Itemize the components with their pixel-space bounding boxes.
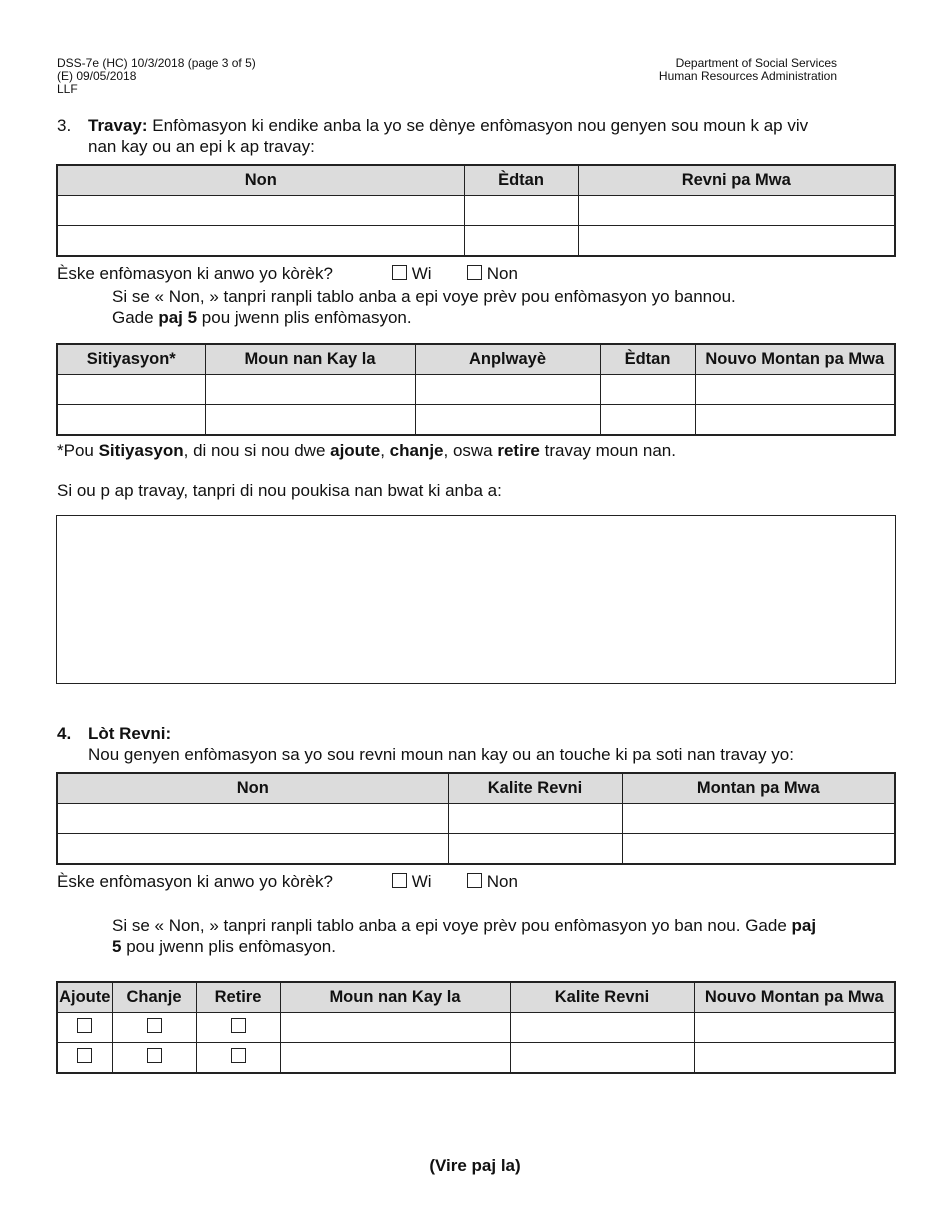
form-header-right (659, 57, 837, 83)
table-cell[interactable] (57, 804, 448, 834)
no-label: Non (486, 264, 518, 283)
note-text: Si se « Non, » tanpri ranpli tablo anba a epi voye prèv pou enfòmasyon yo ban nou. Gade (112, 916, 792, 935)
language-code: LLF (57, 82, 78, 96)
col-header: Montan pa Mwa (622, 773, 895, 804)
turn-page-text: (Vire paj la) (429, 1156, 521, 1175)
change-checkbox[interactable] (147, 1048, 162, 1063)
table-cell[interactable] (448, 834, 622, 865)
table-cell[interactable] (415, 375, 600, 405)
no-checkbox[interactable] (467, 873, 482, 888)
footnote-text: , (380, 441, 390, 460)
section4-yes-option[interactable] (392, 871, 432, 892)
form-header-left (57, 57, 256, 96)
table-cell[interactable] (694, 1013, 895, 1043)
section4-question: Èske enfòmasyon ki anwo yo kòrèk? (57, 872, 333, 891)
page-reference: paj 5 (158, 308, 198, 327)
turn-page-note (0, 1155, 950, 1176)
section4-no-option[interactable] (467, 871, 518, 892)
yes-checkbox[interactable] (392, 873, 407, 888)
col-header: Moun nan Kay la (280, 982, 510, 1013)
footnote-term: retire (497, 441, 540, 460)
stopped-working-reason-box[interactable] (56, 515, 896, 684)
col-header: Anplwayè (415, 344, 600, 375)
table-row (57, 1043, 895, 1074)
footnote-text: *Pou (57, 441, 99, 460)
col-header: Kalite Revni (510, 982, 694, 1013)
section3-intro (88, 115, 908, 157)
table-cell[interactable] (57, 226, 464, 257)
section3-footnote (57, 440, 676, 461)
change-cell (112, 1013, 196, 1043)
yes-checkbox[interactable] (392, 265, 407, 280)
col-header: Kalite Revni (448, 773, 622, 804)
table-cell[interactable] (600, 405, 695, 436)
add-cell (57, 1043, 112, 1074)
table-cell[interactable] (578, 226, 895, 257)
table-cell[interactable] (464, 226, 578, 257)
add-cell (57, 1013, 112, 1043)
remove-checkbox[interactable] (231, 1048, 246, 1063)
col-header: Èdtan (600, 344, 695, 375)
administration-name: Human Resources Administration (658, 69, 837, 83)
remove-checkbox[interactable] (231, 1018, 246, 1033)
edition-date: (E) 09/05/2018 (57, 69, 137, 83)
section3-note-line2 (112, 307, 902, 328)
table-row (57, 834, 895, 865)
section3-instructions (112, 286, 902, 328)
section3-question: Èske enfòmasyon ki anwo yo kòrèk? (57, 264, 333, 283)
section3-intro-line2: nan kay ou an epi k ap travay: (88, 137, 315, 156)
table-row (57, 226, 895, 257)
table-row (57, 804, 895, 834)
section-number: 4. (57, 724, 72, 743)
page-reference: 5 (112, 937, 122, 956)
remove-cell (196, 1043, 280, 1074)
stopped-working-prompt: Si ou p ap travay, tanpri di nou poukisa nan bwat ki anba a: (57, 481, 502, 500)
section3-no-option[interactable] (467, 263, 518, 284)
section3-work-table (56, 164, 896, 257)
col-header: Nouvo Montan pa Mwa (695, 344, 895, 375)
col-header: Ajoute (57, 982, 112, 1013)
section-title: Lòt Revni: (88, 724, 172, 743)
table-row (57, 196, 895, 226)
footnote-text: , oswa (443, 441, 498, 460)
footnote-text: , di nou si nou dwe (183, 441, 331, 460)
col-header: Nouvo Montan pa Mwa (694, 982, 895, 1013)
yes-label: Wi (411, 872, 432, 891)
footnote-term: chanje (389, 441, 444, 460)
section4-note-line2 (112, 936, 902, 957)
footnote-term: Sitiyasyon (98, 441, 184, 460)
section3-intro-line1: Enfòmasyon ki endike anba la yo se dènye enfòmasyon nou genyen sou moun k ap viv (147, 116, 809, 135)
table-cell[interactable] (622, 804, 895, 834)
table-cell[interactable] (448, 804, 622, 834)
section3-changes-table (56, 343, 896, 436)
table-cell[interactable] (57, 834, 448, 865)
section3-yes-option[interactable] (392, 263, 432, 284)
section4-instructions (112, 915, 902, 957)
footnote-text: travay moun nan. (539, 441, 676, 460)
table-row (57, 405, 895, 436)
table-cell[interactable] (578, 196, 895, 226)
remove-cell (196, 1013, 280, 1043)
table-cell[interactable] (57, 375, 205, 405)
change-checkbox[interactable] (147, 1018, 162, 1033)
table-cell[interactable] (205, 405, 415, 436)
table-row (57, 375, 895, 405)
table-cell[interactable] (622, 834, 895, 865)
table-cell[interactable] (205, 375, 415, 405)
note-text: pou jwenn plis enfòmasyon. (121, 937, 336, 956)
col-header: Revni pa Mwa (578, 165, 895, 196)
section3-title: Travay: (88, 116, 148, 135)
section3-note-line1: Si se « Non, » tanpri ranpli tablo anba a epi voye prèv pou enfòmasyon yo bannou. (112, 287, 736, 306)
table-cell[interactable] (280, 1043, 510, 1074)
table-cell[interactable] (57, 405, 205, 436)
section4-income-table (56, 772, 896, 865)
table-cell[interactable] (695, 375, 895, 405)
section4-changes-table (56, 981, 896, 1074)
table-cell[interactable] (57, 196, 464, 226)
table-cell[interactable] (695, 405, 895, 436)
table-cell[interactable] (600, 375, 695, 405)
section4-title (88, 723, 171, 744)
page-reference: paj (791, 916, 817, 935)
col-header: Moun nan Kay la (205, 344, 415, 375)
col-header: Non (57, 773, 448, 804)
col-header: Chanje (112, 982, 196, 1013)
section4-intro: Nou genyen enfòmasyon sa yo sou revni moun nan kay ou an touche ki pa soti nan travay yo: (88, 745, 794, 764)
section3-number: 3. (57, 116, 72, 135)
change-cell (112, 1043, 196, 1074)
table-row (57, 1013, 895, 1043)
table-cell[interactable] (510, 1043, 694, 1074)
add-checkbox[interactable] (77, 1048, 92, 1063)
add-checkbox[interactable] (77, 1018, 92, 1033)
col-header: Retire (196, 982, 280, 1013)
table-cell[interactable] (510, 1013, 694, 1043)
note-text: pou jwenn plis enfòmasyon. (197, 308, 412, 327)
section4-note-line1 (112, 915, 902, 936)
no-checkbox[interactable] (467, 265, 482, 280)
footnote-term: ajoute (330, 441, 381, 460)
section4-number (57, 723, 71, 744)
table-cell[interactable] (415, 405, 600, 436)
table-cell[interactable] (464, 196, 578, 226)
note-text: Gade (112, 308, 159, 327)
form-id: DSS-7e (HC) 10/3/2018 (page 3 of 5) (57, 56, 256, 70)
table-cell[interactable] (280, 1013, 510, 1043)
col-header: Èdtan (464, 165, 578, 196)
yes-label: Wi (411, 264, 432, 283)
department-name: Department of Social Services (675, 56, 837, 70)
col-header: Sitiyasyon* (57, 344, 205, 375)
table-cell[interactable] (694, 1043, 895, 1074)
no-label: Non (486, 872, 518, 891)
col-header: Non (57, 165, 464, 196)
